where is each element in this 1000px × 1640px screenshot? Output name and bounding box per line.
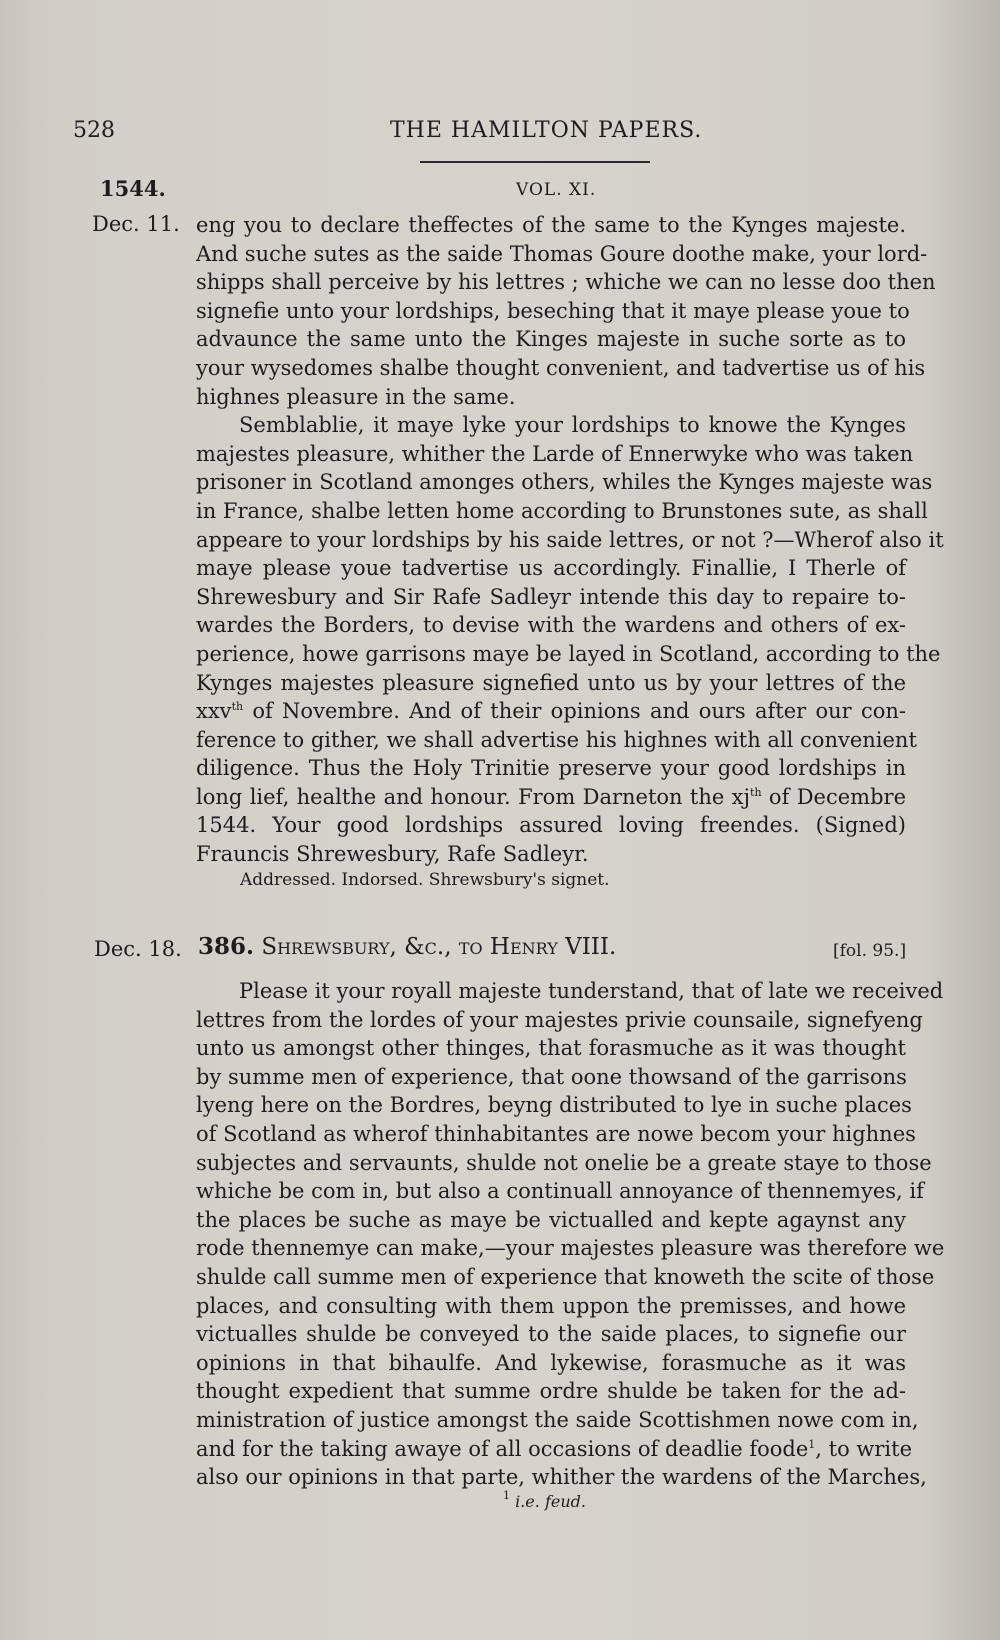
text-line: in France, shalbe letten home according to Brunstones sute, as shall bbox=[196, 498, 928, 523]
text-line: shipps shall perceive by his lettres ; whiche we can no lesse doo then bbox=[196, 270, 936, 295]
text-line: Shrewesbury and Sir Rafe Sadleyr intende this day to repaire to- bbox=[196, 584, 906, 609]
letter-title: Shrewsbury, &c., to Henry VIII. bbox=[261, 934, 617, 960]
text-line: Kynges majestes pleasure signefied unto us by your lettres of the bbox=[196, 670, 906, 695]
letter-number: 386. bbox=[198, 933, 255, 960]
text-line: majestes pleasure, whither the Larde of Ennerwyke who was taken bbox=[196, 441, 914, 466]
endorsement-note: Addressed. Indorsed. Shrewsbury's signet. bbox=[240, 870, 610, 890]
text-fragment: , to write bbox=[815, 1436, 913, 1461]
volume-label: VOL. XI. bbox=[516, 180, 597, 200]
text-line: Semblablie, it maye lyke your lordships to knowe the Kynges bbox=[239, 413, 906, 438]
superscript: th bbox=[750, 785, 762, 799]
text-line: advaunce the same unto the Kinges majeste in suche sorte as to bbox=[196, 327, 906, 352]
text-line: Please it your royall majeste tunderstand, that of late we received bbox=[239, 979, 944, 1003]
footnote bbox=[503, 1489, 586, 1511]
text-line: maye please youe tadvertise us accordingly. Finallie, I Therle of bbox=[196, 556, 906, 581]
text-line: opinions in that bihaulfe. And lykewise, forasmuche as it was bbox=[196, 1350, 906, 1375]
text-line: wardes the Borders, to devise with the wardens and others of ex- bbox=[196, 613, 906, 638]
text-line: places, and consulting with them uppon the premisses, and howe bbox=[196, 1293, 906, 1318]
text-line: And suche sutes as the saide Thomas Goure doothe make, your lord- bbox=[196, 241, 928, 266]
text-fragment: long lief, healthe and honour. From Darneton the xj bbox=[196, 784, 751, 809]
letter-2-body bbox=[196, 977, 945, 1492]
text-line: whiche be com in, but also a continuall annoyance of thennemyes, if bbox=[196, 1179, 924, 1204]
text-line: victualles shulde be conveyed to the saide places, to signefie our bbox=[196, 1322, 906, 1347]
text-line: lettres from the lordes of your majestes privie counsaile, signefyeng bbox=[196, 1007, 923, 1032]
text-line: lyeng here on the Bordres, beyng distributed to lye in suche places bbox=[196, 1093, 912, 1118]
year-heading: 1544. bbox=[100, 176, 166, 201]
text-line: diligence. Thus the Holy Trinitie preserve your good lordships in bbox=[196, 756, 906, 781]
text-fragment: and for the taking awaye of all occasions of deadlie foode bbox=[196, 1436, 809, 1461]
text-line: unto us amongst other thinges, that forasmuche as it was thought bbox=[196, 1036, 906, 1061]
footnote-text: i.e. feud. bbox=[515, 1492, 586, 1511]
superscript: th bbox=[231, 700, 244, 714]
page-number: 528 bbox=[73, 118, 115, 143]
footnote-marker: 1 bbox=[808, 1437, 816, 1451]
running-title: THE HAMILTON PAPERS. bbox=[390, 118, 703, 143]
text-line: rode thennemye can make,—your majestes pleasure was therefore we bbox=[196, 1236, 945, 1261]
text-line: thought expedient that summe ordre shulde be taken for the ad- bbox=[196, 1379, 906, 1404]
text-line: ministration of justice amongst the saide Scottishmen nowe com in, bbox=[196, 1407, 919, 1432]
text-line: prisoner in Scotland amonges others, whiles the Kynges majeste was bbox=[196, 470, 933, 495]
footnote-mark: 1 bbox=[503, 1489, 510, 1502]
text-line: ference to gither, we shall advertise his highnes with all convenient bbox=[196, 727, 917, 752]
text-line: eng you to declare theffectes of the same to the Kynges majeste. bbox=[196, 213, 906, 237]
text-line: highnes pleasure in the same. bbox=[196, 384, 516, 409]
folio-reference: [fol. 95.] bbox=[833, 941, 907, 961]
text-line: shulde call summe men of experience that knoweth the scite of those bbox=[196, 1264, 935, 1289]
letter-1-body bbox=[196, 211, 944, 869]
text-line: 1544. Your good lordships assured loving freendes. (Signed) bbox=[196, 813, 906, 838]
text-line: subjectes and servaunts, shulde not onelie be a greate staye to those bbox=[196, 1150, 932, 1175]
text-line: the places be suche as maye be victualled and kepte agaynst any bbox=[196, 1207, 906, 1232]
text-line: perience, howe garrisons maye be layed in Scotland, according to the bbox=[196, 641, 941, 666]
text-fragment: of Novembre. And of their opinions and ours after our con- bbox=[243, 699, 906, 724]
text-fragment: of Decembre bbox=[761, 784, 906, 809]
text-line bbox=[196, 1435, 913, 1464]
title-rule bbox=[420, 161, 650, 163]
letter-2-heading bbox=[198, 933, 616, 960]
text-line: Frauncis Shrewesbury, Rafe Sadleyr. bbox=[196, 842, 589, 867]
text-fragment: xxv bbox=[196, 699, 232, 724]
text-line bbox=[196, 783, 906, 812]
margin-date-2: Dec. 18. bbox=[94, 937, 182, 961]
text-line: appeare to your lordships by his saide lettres, or not ?—Wherof also it bbox=[196, 527, 944, 552]
margin-date-1: Dec. 11. bbox=[92, 212, 180, 236]
text-line: also our opinions in that parte, whither the wardens of the Marches, bbox=[196, 1465, 927, 1490]
text-line: by summe men of experience, that oone thowsand of the garrisons bbox=[196, 1064, 907, 1089]
text-line: of Scotland as wherof thinhabitantes are nowe becom your highnes bbox=[196, 1121, 916, 1146]
text-line bbox=[196, 697, 906, 726]
text-line: signefie unto your lordships, beseching that it maye please youe to bbox=[196, 298, 910, 323]
text-line: your wysedomes shalbe thought convenient, and tadvertise us of his bbox=[196, 355, 926, 380]
